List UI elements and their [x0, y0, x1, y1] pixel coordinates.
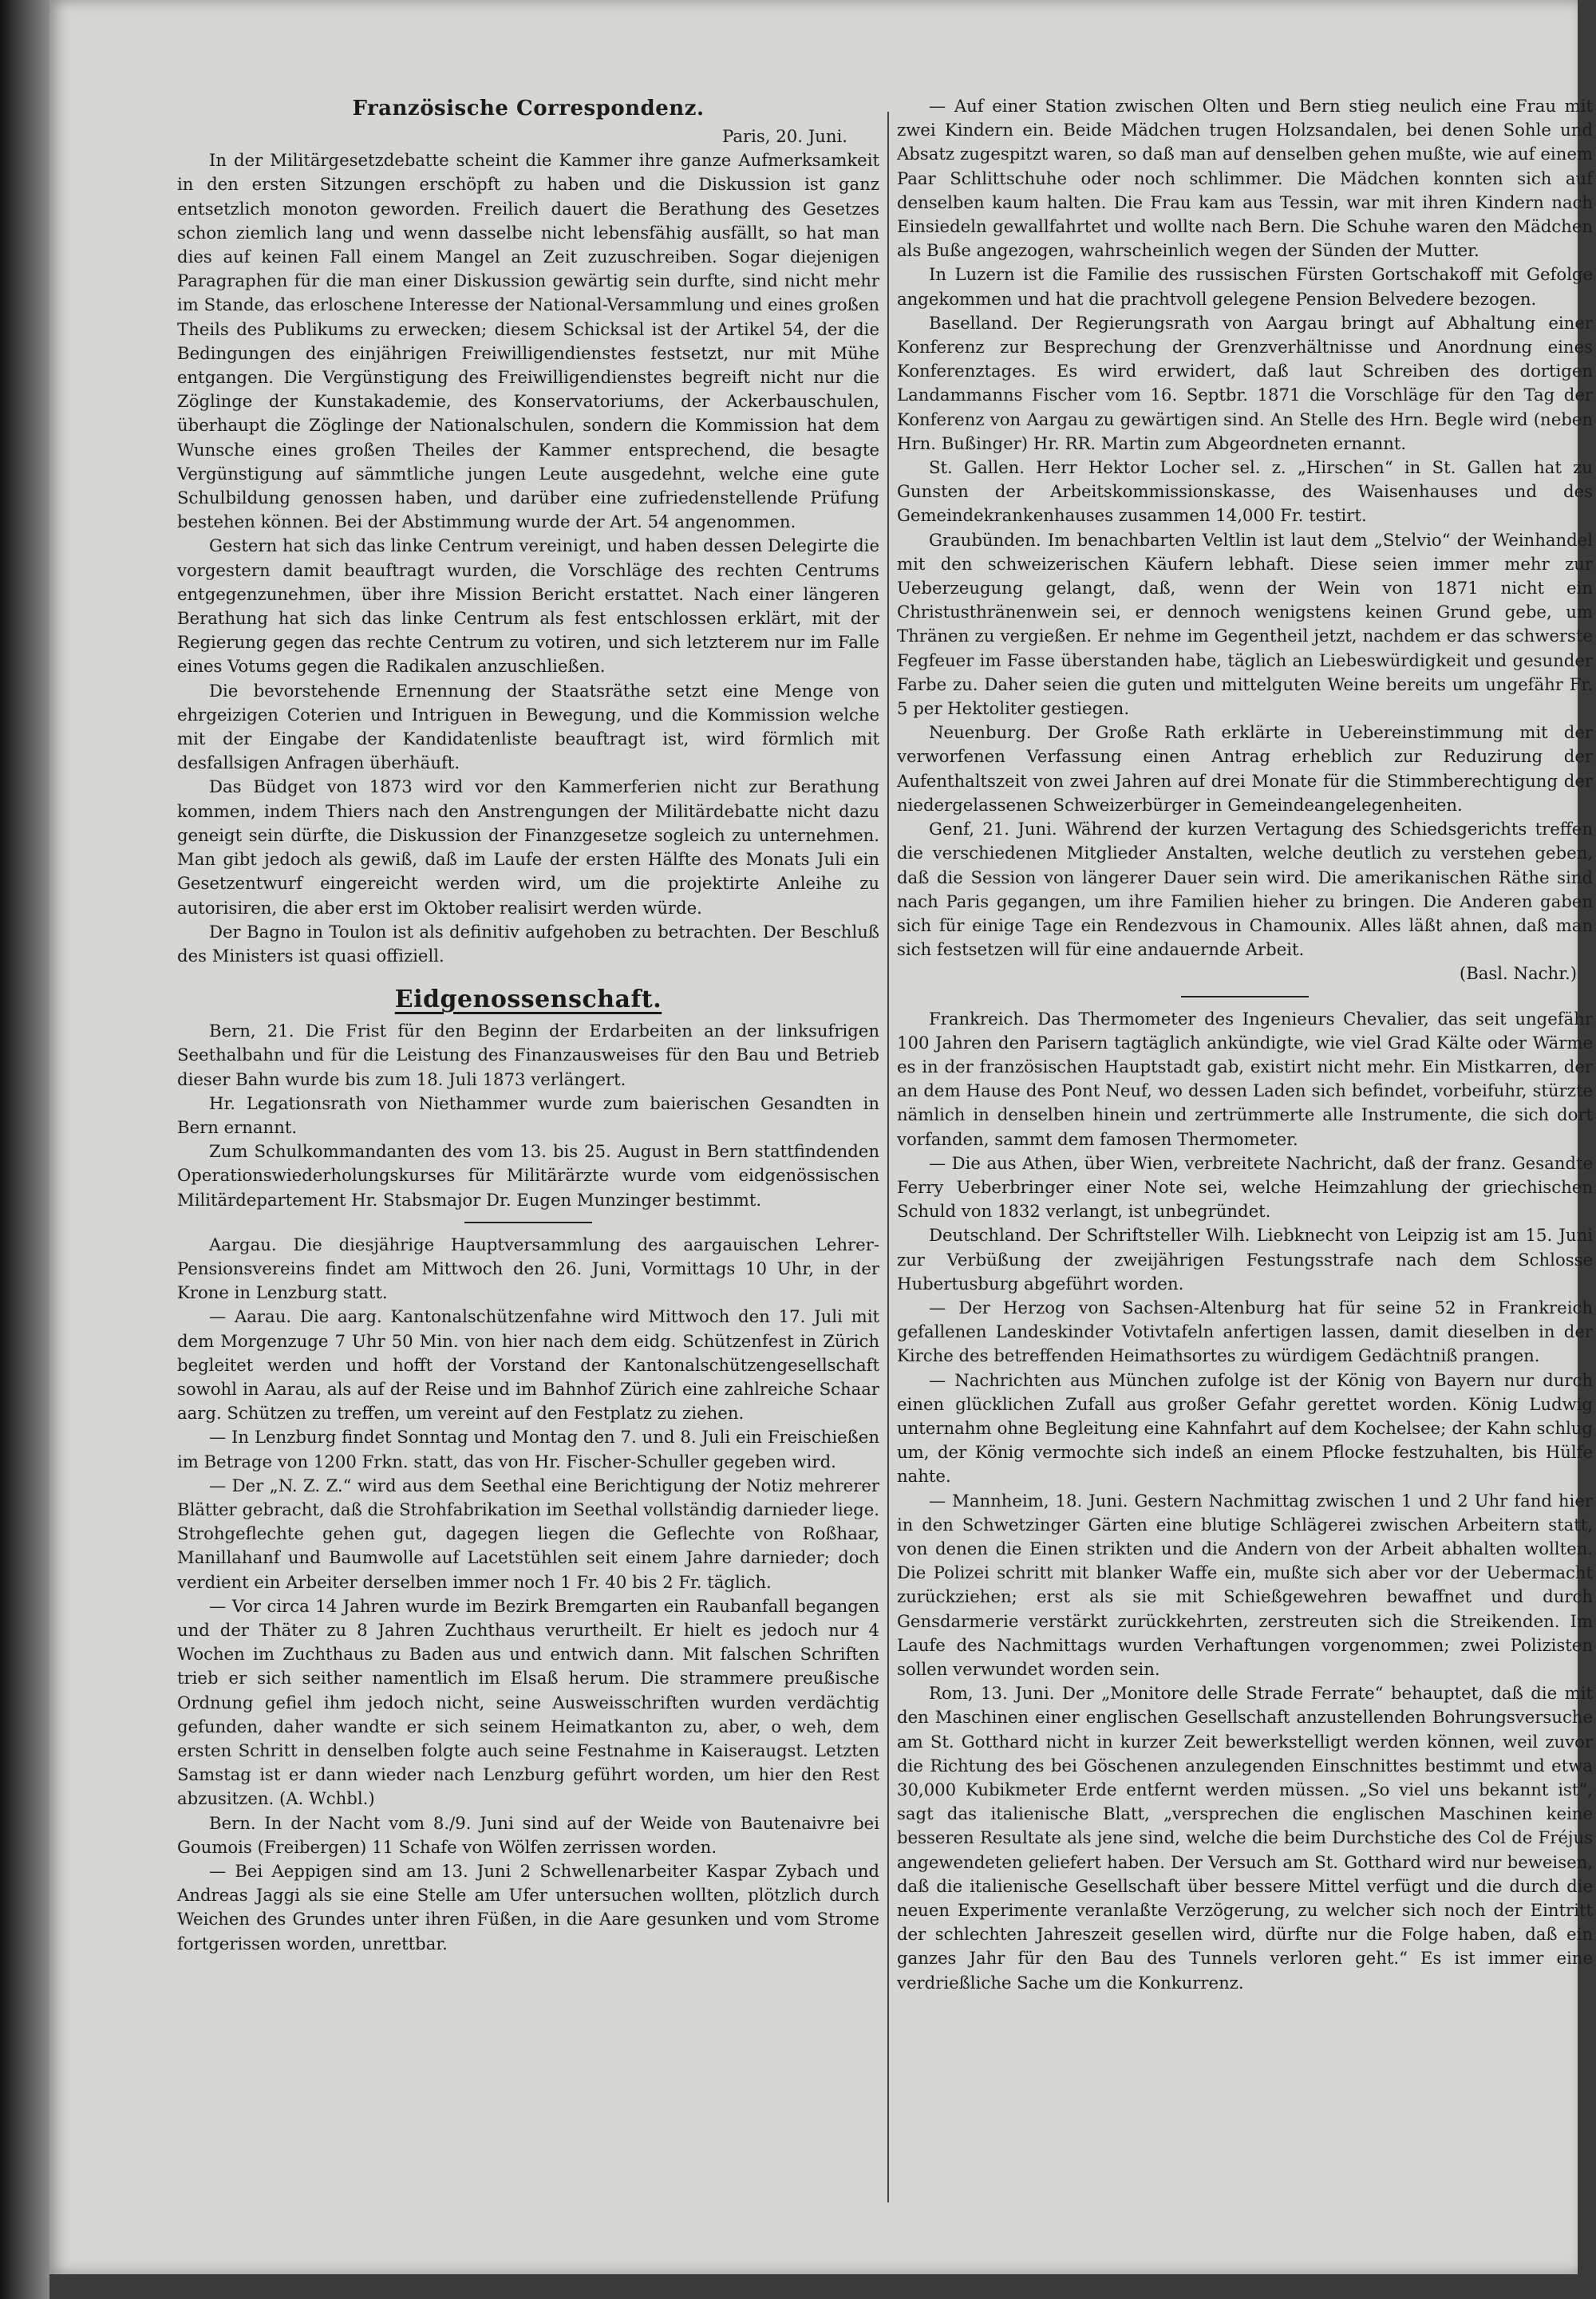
left-column	[177, 94, 879, 1956]
article-paragraph: Der Bagno in Toulon ist als definitiv aufgehoben zu betrachten. Der Beschluß des Ministers ist quasi offiziell.	[177, 921, 879, 966]
heading-french-correspondence: Französische Correspondenz.	[352, 97, 705, 120]
source-attribution: (Basl. Nachr.)	[1459, 963, 1577, 984]
heading-eidgenossenschaft: Eidgenossenschaft.	[394, 986, 662, 1014]
news-item: In Luzern ist die Familie des russischen Fürsten Gortschakoff mit Gefolge angekommen und hat die prachtvoll gelegene Pension Belvedere bezogen.	[897, 264, 1593, 309]
news-item: — In Lenzburg findet Sonntag und Montag den 7. und 8. Juli ein Freischießen im Betrage von 1200 Frkn. statt, das von Hr. Fischer-Schuller gegeben wird.	[177, 1427, 879, 1471]
news-item: Frankreich. Das Thermometer des Ingenieurs Chevalier, das seit ungefähr 100 Jahren den Parisern tagtäglich ankündigte, wie viel Grad Kälte oder Wärme es in der französischen Hauptstadt gab, existirt nicht mehr. Ein Mistkarren, der an dem Hause des Pont Neuf, wo dessen Laden sich befindet, vorbeifuhr, stürzte nämlich in denselben hinein und zertrümmerte alle Instrumente, die sich dort vorfanden, sammt dem famosen Thermometer.	[897, 1008, 1593, 1149]
news-item: — Bei Aeppigen sind am 13. Juni 2 Schwellenarbeiter Kaspar Zybach und Andreas Jaggi als sie eine Stelle am Ufer untersuchen wollten, plötzlich durch Weichen des Grundes unter ihren Füßen, in die Aare gesunken und vom Strome fortgerissen worden, unrettbar.	[177, 1861, 879, 1953]
right-column	[897, 94, 1593, 1995]
news-item: — Mannheim, 18. Juni. Gestern Nachmittag zwischen 1 und 2 Uhr fand hier in den Schwetzinger Gärten eine blutige Schlägerei zwischen Arbeitern statt, von denen die Einen strikten und die Andern von der Arbeit abhalten wollten. Die Polizei schritt mit blanker Waffe ein, mußte sich aber vor der Uebermacht zurückziehen; erst als sie mit Schießgewehren bewaffnet und durch Gensdarmerie verstärkt zurückkehrten, zerstreuten sich die Streikenden. Im Laufe des Nachmittags wurden Verhaftungen vorgenommen; zwei Polizisten sollen verwundet worden sein.	[897, 1490, 1593, 1679]
news-item: — Vor circa 14 Jahren wurde im Bezirk Bremgarten ein Raubanfall begangen und der Thäter zu 8 Jahren Zuchthaus verurtheilt. Er hielt es jedoch nur 4 Wochen im Zuchthaus zu Baden aus und entwich dann. Mit falschen Schriften trieb er sich seither namentlich im Elsaß herum. Die strammere preußische Ordnung gefiel ihm jedoch nicht, seine Ausweisschriften wurden verdächtig gefunden, daher wandte er sich seinem Heimatkanton zu, aber, o weh, dem ersten Schritt in denselben folgte auch seine Festnahme in Kaiseraugst. Letzten Samstag ist er dann wieder nach Lenzburg geführt worden, um hier den Rest abzusitzen. (A. Wchbl.)	[177, 1595, 879, 1809]
news-item: — Der Herzog von Sachsen-Altenburg hat für seine 52 in Frankreich gefallenen Landeskinder Votivtafeln anfertigen lassen, damit dieselben in der Kirche des betreffenden Heimathsortes zu würdigem Gedächtniß prangen.	[897, 1297, 1593, 1366]
news-item: Rom, 13. Juni. Der „Monitore delle Strade Ferrate“ behauptet, daß die mit den Maschinen einer englischen Gesellschaft anzustellenden Bohrungsversuche am St. Gotthard nicht in kurzer Zeit bewerkstelligt werden können, weil zuvor die Richtung des bei Göschenen anzulegenden Einschnittes bestimmt und etwa 30,000 Kubikmeter Erde entfernt werden müssen. „So viel uns bekannt ist“, sagt das italienische Blatt, „versprechen die englischen Maschinen keine besseren Resultate als jene sind, welche die beim Durchstiche des Col de Fréjus angewendeten geliefert haben. Der Versuch am St. Gotthard wird nur beweisen, daß die italienische Gesellschaft über bessere Mittel verfügt und die durch die neuen Experimente veranlaßte Verzögerung, zu welcher sich noch der Eintritt der schlechten Jahreszeit gesellen wird, dürfte nur die Folge haben, daß ein ganzes Jahr für den Bau des Tunnels verloren geht.“ Es ist immer eine verdrießliche Sache um die Konkurrenz.	[897, 1683, 1593, 1993]
book-binding	[0, 0, 49, 2299]
news-item: Genf, 21. Juni. Während der kurzen Vertagung des Schiedsgerichts treffen die verschiedenen Mitglieder Anstalten, welche deutlich zu verstehen geben, daß die Session von längerer Dauer sein wird. Die amerikanischen Räthe sind nach Paris gegangen, um ihre Familien hieher zu bringen. Die Anderen gaben sich für einige Tage ein Rendezvous in Chamounix. Alles läßt ahnen, daß man sich festsetzen will für eine andauernde Arbeit.	[897, 819, 1593, 960]
news-item: — Auf einer Station zwischen Olten und Bern stieg neulich eine Frau mit zwei Kindern ein. Beide Mädchen trugen Holzsandalen, bei denen Sohle und Absatz zugespitzt waren, so daß man auf denselben gehen mußte, wie auf einem Paar Schlittschuhe oder noch schlimmer. Die Mädchen konnten sich auf denselben kaum halten. Die Frau kam aus Tessin, war mit ihren Kindern nach Einsiedeln gewallfahrtet und wollte nach Bern. Die Schuhe waren den Mädchen als Buße angezogen, wahrscheinlich wegen der Sünden der Mutter.	[897, 96, 1593, 261]
news-item: Zum Schulkommandanten des vom 13. bis 25. August in Bern stattfindenden Operationswiederholungskurses für Militärärzte wurde vom eidgenössischen Militärdepartement Hr. Stabsmajor Dr. Eugen Munzinger bestimmt.	[177, 1141, 879, 1210]
article-paragraph: Das Büdget von 1873 wird vor den Kammerferien nicht zur Berathung kommen, indem Thiers nach den Anstrengungen der Militärdebatte nicht dazu geneigt sein dürfte, die Diskussion der Finanzgesetze sogleich zu unternehmen. Man gibt jedoch als gewiß, daß im Laufe der ersten Hälfte des Monats Juli ein Gesetzentwurf eingereicht werden wird, um die projektirte Anleihe zu autorisiren, die aber erst im Oktober realisirt werden würde.	[177, 776, 879, 918]
news-item: Bern, 21. Die Frist für den Beginn der Erdarbeiten an der linksufrigen Seethalbahn und für die Leistung des Finanzausweises für den Bau und Betrieb dieser Bahn wurde bis zum 18. Juli 1873 verlängert.	[177, 1021, 879, 1089]
article-paragraph: In der Militärgesetzdebatte scheint die Kammer ihre ganze Aufmerksamkeit in den ersten Sitzungen erschöpft zu haben und die Diskussion ist ganz entsetzlich monoton geworden. Freilich dauert die Berathung des Gesetzes schon ziemlich lang und wenn dasselbe nicht lebensfähig ausfällt, so hat man dies auf keinen Fall einem Mangel an Zeit zuzuschreiben. Sogar diejenigen Paragraphen für die man einer Diskussion gewärtig sein durfte, sind nicht mehr im Stande, das erloschene Interesse der National-Versammlung und eines großen Theils des Publikums zu erwecken; diesem Schicksal ist der Artikel 54, der die Bedingungen des einjährigen Freiwilligendienstes festsetzt, nur mit Mühe entgangen. Die Vergünstigung des Freiwilligendienstes begreift nicht nur die Zöglinge der Kunstakademie, des Konservatoriums, der Ackerbauschulen, überhaupt die Zöglinge der Nationalschulen, sondern die Kommission hat dem Wunsche eines großen Theiles der Kammer entsprechend, die besagte Vergünstigung auf sämmtliche jungen Leute ausgedehnt, welche eine gute Schulbildung genossen haben, und darüber eine zufriedenstellende Prüfung bestehen können. Bei der Abstimmung wurde der Art. 54 angenommen.	[177, 150, 879, 532]
news-item: — Der „N. Z. Z.“ wird aus dem Seethal eine Berichtigung der Notiz mehrerer Blätter gebracht, daß die Strohfabrikation im Seethal vollständig darnieder liege. Strohgeflechte gehen gut, dagegen liegen die Geflechte von Roßhaar, Manillahanf und Baumwolle auf Lacetstühlen seit einem Jahre darnieder; doch verdient ein Arbeiter derselben immer noch 1 Fr. 40 bis 2 Fr. täglich.	[177, 1475, 879, 1592]
news-item: St. Gallen. Herr Hektor Locher sel. z. „Hirschen“ in St. Gallen hat zu Gunsten der Arbeitskommissionskasse, des Waisenhauses und des Gemeindekrankenhauses zusammen 14,000 Fr. testirt.	[897, 457, 1593, 526]
news-item: Hr. Legationsrath von Niethammer wurde zum baierischen Gesandten in Bern ernannt.	[177, 1092, 879, 1137]
news-item: Baselland. Der Regierungsrath von Aargau bringt auf Abhaltung einer Konferenz zur Besprechung der Grenzverhältnisse und Anordnung eines Konferenztages. Es wird erwidert, daß laut Schreiben des dortigen Landammanns Fischer vom 16. Septbr. 1871 die Vorschläge für den Tag der Konferenz von Aargau zu gewärtigen sind. An Stelle des Hrn. Begle wird (neben Hrn. Bußinger) Hr. RR. Martin zum Abgeordneten ernannt.	[897, 312, 1593, 453]
dateline-paris: Paris, 20. Juni.	[722, 126, 847, 146]
news-item: Bern. In der Nacht vom 8./9. Juni sind auf der Weide von Bautenaivre bei Goumois (Freibergen) 11 Schafe von Wölfen zerrissen worden.	[177, 1812, 879, 1857]
news-item: — Die aus Athen, über Wien, verbreitete Nachricht, daß der franz. Gesandte Ferry Ueberbringer einer Note sei, welche Heimzahlung der griechischen Schuld von 1832 verlangt, ist unbegründet.	[897, 1152, 1593, 1222]
newspaper-page	[49, 0, 1593, 2274]
news-item: — Nachrichten aus München zufolge ist der König von Bayern nur durch einen glücklichen Zufall aus großer Gefahr gerettet worden. König Ludwig unternahm ohne Begleitung eine Kahnfahrt auf dem Kochelsee; der Kahn schlug um, der König vermochte sich indeß an einem Pflocke festzuhalten, bis Hülfe nahte.	[897, 1369, 1593, 1487]
column-divider	[887, 112, 889, 2202]
news-item: — Aarau. Die aarg. Kantonalschützenfahne wird Mittwoch den 17. Juli mit dem Morgenzuge 7 Uhr 50 Min. von hier nach dem eidg. Schützenfest in Zürich begleitet werden und hofft der Vorstand der Kantonalschützengesellschaft sowohl in Aarau, als auf der Reise und im Bahnhof Zürich eine zahlreiche Schaar aarg. Schützen zu treffen, um vereint auf den Festplatz zu ziehen.	[177, 1306, 879, 1424]
news-item: Deutschland. Der Schriftsteller Wilh. Liebknecht von Leipzig ist am 15. Juni zur Verbüßung der zweijährigen Festungsstrafe nach dem Schlosse Hubertusburg abgeführt worden.	[897, 1225, 1593, 1294]
news-item: Graubünden. Im benachbarten Veltlin ist laut dem „Stelvio“ der Weinhandel mit den schweizerischen Käufern lebhaft. Diese seien immer mehr zur Ueberzeugung gelangt, daß, wenn der Wein von 1871 nicht ein Christusthränenwein sei, er dennoch wenigstens keinen Grund gebe, um Thränen zu vergießen. Er nehme im Gegentheil jetzt, nachdem er das schwerste Fegfeuer im Fasse überstanden habe, täglich an Liebeswürdigkeit und gesunder Farbe zu. Daher seien die guten und mittelguten Weine bereits um ungefähr Fr. 5 per Hektoliter gestiegen.	[897, 529, 1593, 719]
section-separator	[1181, 996, 1309, 997]
article-paragraph: Gestern hat sich das linke Centrum vereinigt, und haben dessen Delegirte die vorgestern damit beauftragt wurden, die Vorschläge des rechten Centrums entgegenzunehmen, über ihre Mission Bericht erstattet. Nach einer längeren Berathung hat sich das linke Centrum als fest entschlossen erklärt, mit der Regierung gegen das rechte Centrum zu votiren, und sich letzterem nur im Falle eines Votums gegen die Radikalen anzuschließen.	[177, 535, 879, 677]
news-item: Neuenburg. Der Große Rath erklärte in Uebereinstimmung mit der verworfenen Verfassung einen Antrag erheblich zur Reduzirung der Aufenthaltszeit von zwei Jahren auf drei Monate für die Stimmberechtigung der niedergelassenen Schweizerbürger in Gemeindeangelegenheiten.	[897, 722, 1593, 815]
news-item: Aargau. Die diesjährige Hauptversammlung des aargauischen Lehrer-Pensionsvereins findet am Mittwoch den 26. Juni, Vormittags 10 Uhr, in der Krone in Lenzburg statt.	[177, 1234, 879, 1303]
article-paragraph: Die bevorstehende Ernennung der Staatsräthe setzt eine Menge von ehrgeizigen Coterien und Intriguen in Bewegung, und die Kommission welche mit der Eingabe der Kandidatenliste beauftragt ist, wird förmlich mit desfallsigen Anfragen überhäuft.	[177, 680, 879, 773]
section-separator	[464, 1222, 592, 1223]
